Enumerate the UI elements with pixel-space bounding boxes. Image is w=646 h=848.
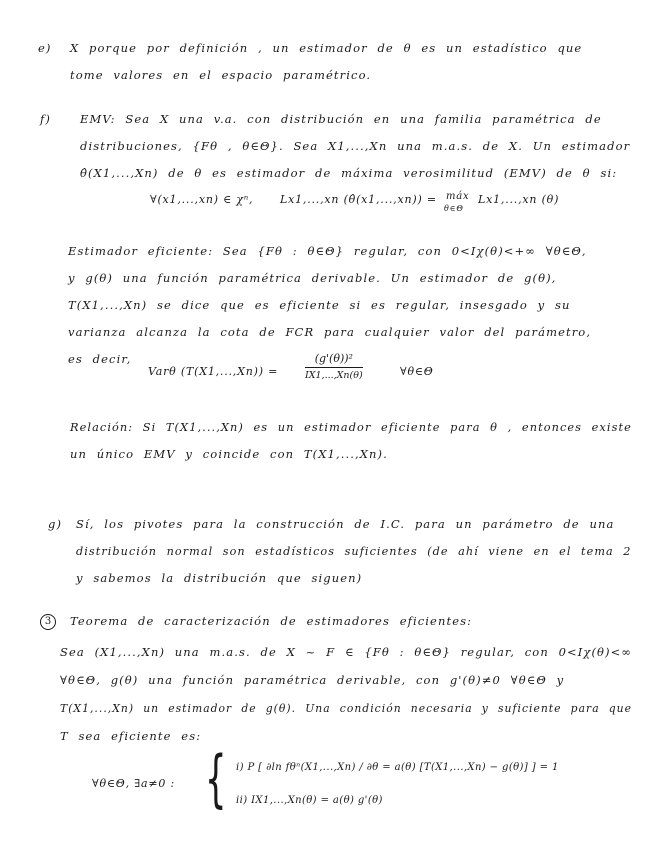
section-f-line-3: θ̂(X1,...,Xn) de θ es estimador de máxima verosimilitud (EMV) de θ si: <box>80 166 618 180</box>
section-f-label: f) <box>40 112 51 126</box>
eficiente-line-3: T(X1,...,Xn) se dice que es eficiente si es regular, insesgado y su <box>68 298 571 312</box>
eficiente-line-4: varianza alcanza la cota de FCR para cualquier valor del parámetro, <box>68 325 592 339</box>
eficiente-line-2: y g(θ) una función paramétrica derivable. Un estimador de g(θ), <box>68 271 557 285</box>
fcr-formula-denominator: IX1,...,Xn(θ) <box>305 370 363 381</box>
theorem-condition-ii: ii) IX1,...,Xn(θ) = a(θ) g'(θ) <box>236 795 383 806</box>
fcr-formula-numerator: (g'(θ))² <box>305 352 363 368</box>
section-g-line-1: Sí, los pivotes para la construcción de I.C. para un parámetro de una <box>76 517 615 531</box>
section-g-line-3: y sabemos la distribución que siguen) <box>76 571 363 585</box>
section-f-line-2: distribuciones, {Fθ , θ∈Θ}. Sea X1,...,Xn una m.a.s. de X. Un estimador <box>80 139 631 153</box>
eficiente-line-1: Estimador eficiente: Sea {Fθ : θ∈Θ} regular, con 0<Iχ(θ)<+∞ ∀θ∈Θ, <box>68 244 587 258</box>
emv-condition-lhs: Lx1,...,xn (θ̂(x1,...,xn)) = <box>280 193 437 206</box>
emv-condition-max-subscript: θ∈Θ <box>444 204 464 213</box>
emv-condition-rhs: Lx1,...,xn (θ) <box>478 193 560 206</box>
question-3-number: 3 <box>40 614 56 630</box>
theorem-condition-prefix: ∀θ∈Θ, ∃a≠0 : <box>92 777 175 790</box>
section-e-label: e) <box>38 41 52 55</box>
fcr-formula-lhs: Varθ (T(X1,...,Xn)) = <box>148 365 279 378</box>
relacion-line-1: Relación: Si T(X1,...,Xn) es un estimador eficiente para θ , entonces existe <box>70 420 632 434</box>
section-3-line-2: ∀θ∈Θ, g(θ) una función paramétrica derivable, con g'(θ)≠0 ∀θ∈Θ y <box>60 673 565 687</box>
section-3-line-4: T sea eficiente es: <box>60 729 202 743</box>
section-e-line-1: X porque por definición , un estimador de θ es un estadístico que <box>70 41 583 55</box>
section-f-line-1: EMV: Sea X una v.a. con distribución en una familia paramétrica de <box>80 112 602 126</box>
eficiente-line-5: es decir, <box>68 352 132 366</box>
section-e-line-2: tome valores en el espacio paramétrico. <box>70 68 372 82</box>
fcr-formula-tail: ∀θ∈Θ <box>400 365 434 378</box>
section-3-line-1: Sea (X1,...,Xn) una m.a.s. de X ~ F ∈ {Fθ : θ∈Θ} regular, con 0<Iχ(θ)<∞ <box>60 645 633 659</box>
theorem-brace: { <box>204 742 227 815</box>
section-3-title: Teorema de caracterización de estimadores eficientes: <box>70 614 473 628</box>
section-3-line-3: T(X1,...,Xn) un estimador de g(θ). Una condición necesaria y suficiente para que <box>60 701 633 715</box>
fcr-formula-fraction <box>305 352 363 381</box>
emv-condition-max: máx <box>446 191 470 202</box>
section-g-line-2: distribución normal son estadísticos suficientes (de ahí viene en el tema 2 <box>76 544 632 558</box>
emv-condition-domain: ∀(x1,...,xn) ∈ χⁿ, <box>150 193 254 206</box>
theorem-condition-i: i) P [ ∂ln fθⁿ(X1,...,Xn) / ∂θ = a(θ) [T(X1,...,Xn) − g(θ)] ] = 1 <box>236 762 559 773</box>
relacion-line-2: un único EMV y coincide con T(X1,...,Xn). <box>70 447 388 461</box>
section-g-label: g) <box>48 517 63 531</box>
